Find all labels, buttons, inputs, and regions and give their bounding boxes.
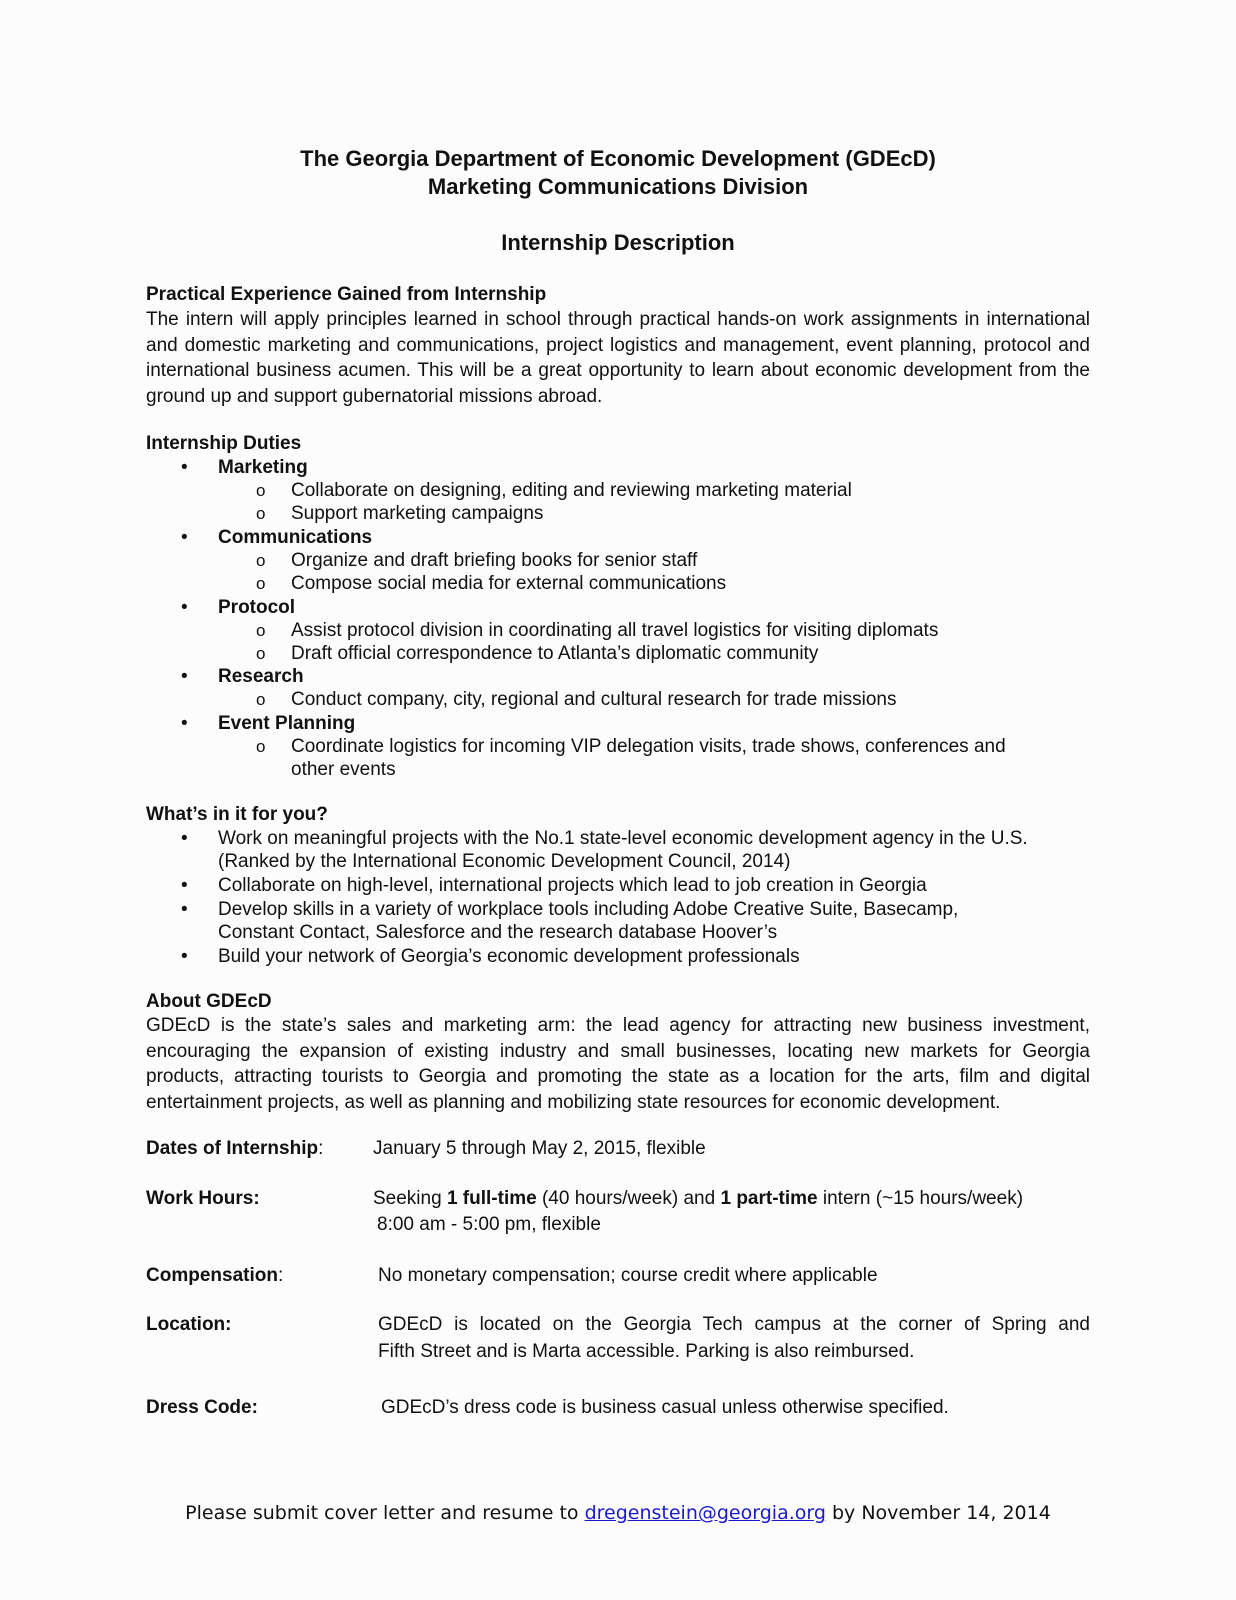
duty-item: Organize and draft briefing books for senior staff [291, 550, 698, 571]
submission-note: Please submit cover letter and resume to dregenstein@georgia.org by November 14, 2014 [185, 1502, 1051, 1524]
duty-item: Compose social media for external communications [291, 573, 727, 594]
bullet-icon: • [181, 899, 188, 920]
benefit-item: Work on meaningful projects with the No.1 state-level economic development agency in the U.S. [218, 828, 1028, 849]
hours-value: Seeking 1 full-time (40 hours/week) and 1 part-time intern (~15 hours/week) [373, 1188, 1024, 1209]
bullet-icon: • [181, 666, 188, 687]
benefit-item: Collaborate on high-level, international projects which lead to job creation in Georgia [218, 875, 927, 896]
compensation-label: Compensation: [146, 1265, 284, 1286]
duty-category: Communications [218, 527, 373, 548]
compensation-value: No monetary compensation; course credit where applicable [378, 1265, 878, 1286]
about-body: GDEcD is the state’s sales and marketing arm: the lead agency for attracting new business investment, encouraging the expansion of existing industry and small businesses, locating new markets for Georgia products, attracting tourists to Georgia and promoting the state as a location for the arts, film and digital entertainment projects, as well as planning and mobilizing state resources for economic development. [146, 1015, 1090, 1113]
sub-bullet-icon: o [256, 621, 266, 640]
division-title: Marketing Communications Division [427, 174, 809, 199]
sub-bullet-icon: o [256, 737, 266, 756]
duty-category: Event Planning [218, 713, 356, 734]
dates-value: January 5 through May 2, 2015, flexible [373, 1138, 706, 1159]
duty-item: Assist protocol division in coordinating all travel logistics for visiting diplomats [291, 620, 939, 641]
sub-bullet-icon: o [256, 481, 266, 500]
location-line: GDEcD is located on the Georgia Tech campus at the corner of Spring and [378, 1314, 1090, 1335]
sub-bullet-icon: o [256, 644, 266, 663]
hours-label: Work Hours: [146, 1188, 260, 1209]
sub-bullet-icon: o [256, 504, 266, 523]
sub-bullet-icon: o [256, 551, 266, 570]
bullet-icon: • [181, 527, 188, 548]
email-link[interactable]: dregenstein@georgia.org [584, 1502, 826, 1524]
org-title: The Georgia Department of Economic Development (GDEcD) [300, 146, 936, 171]
practical-body: The intern will apply principles learned in school through practical hands-on work assignments in international and domestic marketing and communications, project logistics and management, event planning, protocol and international business acumen. This will be a great opportunity to learn about economic development from the ground up and support gubernatorial missions abroad. [146, 309, 1090, 407]
bullet-icon: • [181, 875, 188, 896]
location-line: Fifth Street and is Marta accessible. Parking is also reimbursed. [378, 1341, 915, 1362]
duty-item: Conduct company, city, regional and cultural research for trade missions [291, 689, 897, 710]
benefits-heading: What’s in it for you? [146, 804, 328, 825]
benefit-item: Build your network of Georgia’s economic development professionals [218, 946, 800, 967]
dates-label: Dates of Internship: [146, 1138, 324, 1159]
sub-bullet-icon: o [256, 574, 266, 593]
duty-item: Coordinate logistics for incoming VIP delegation visits, trade shows, conferences and [291, 736, 1006, 757]
bullet-icon: • [181, 457, 188, 478]
duty-category: Research [218, 666, 304, 687]
practical-heading: Practical Experience Gained from Internship [146, 284, 547, 305]
bullet-icon: • [181, 597, 188, 618]
dress-code-value: GDEcD’s dress code is business casual unless otherwise specified. [381, 1397, 949, 1418]
duty-item: Support marketing campaigns [291, 503, 544, 524]
bullet-icon: • [181, 946, 188, 967]
dress-code-label: Dress Code: [146, 1397, 258, 1418]
duty-item-continued: other events [291, 759, 396, 780]
duty-item: Draft official correspondence to Atlanta’s diplomatic community [291, 643, 819, 664]
benefit-item-continued: Constant Contact, Salesforce and the research database Hoover’s [218, 922, 778, 943]
benefit-item-continued: (Ranked by the International Economic Development Council, 2014) [218, 851, 791, 872]
duty-category: Protocol [218, 597, 296, 618]
doc-subtitle: Internship Description [501, 230, 735, 255]
benefit-item: Develop skills in a variety of workplace tools including Adobe Creative Suite, Basecamp, [218, 899, 959, 920]
bullet-icon: • [181, 828, 188, 849]
location-label: Location: [146, 1314, 232, 1335]
duty-category: Marketing [218, 457, 308, 478]
bullet-icon: • [181, 713, 188, 734]
sub-bullet-icon: o [256, 690, 266, 709]
duties-heading: Internship Duties [146, 433, 302, 454]
about-heading: About GDEcD [146, 991, 272, 1012]
hours-time: 8:00 am - 5:00 pm, flexible [377, 1214, 601, 1235]
duty-item: Collaborate on designing, editing and reviewing marketing material [291, 480, 852, 501]
